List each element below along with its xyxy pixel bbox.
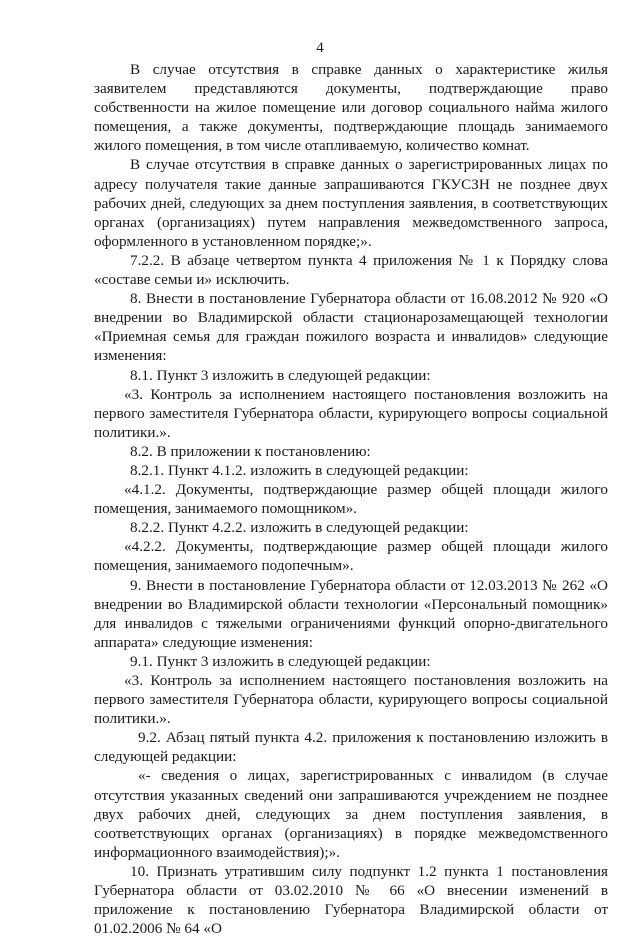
page-number: 4 — [316, 40, 324, 56]
paragraph-7-2-2: 7.2.2. В абзаце четвертом пункта 4 приложения № 1 к Порядку слова «составе семьи и» исключить. — [94, 251, 608, 289]
paragraph-8-2: 8.2. В приложении к постановлению: — [130, 442, 371, 460]
paragraph-4-1-2-text: «4.1.2. Документы, подтверждающие размер общей площади жилого помещения, занимаемого помощником». — [94, 481, 608, 518]
paragraph-9-2-text: «- сведения о лицах, зарегистрированных с инвалидом (в случае отсутствия указанных сведений они запрашиваются учреждением не позднее двух рабочих дней, следующих за днем поступления заявления, в соответствующих органах (организациях) в порядке межведомственного информационного взаимодействия);». — [94, 767, 608, 861]
paragraph-9: 9. Внести в постановление Губернатора области от 12.03.2013 № 262 «О внедрении во Владимирской области технологии «Персональный помощник» для инвалидов с тяжелыми ограничениями функций опорно-двигательного аппарата» следующие изменения: — [94, 576, 608, 651]
paragraph-9-1: 9.1. Пункт 3 изложить в следующей редакции: — [130, 652, 431, 670]
paragraph-8-1-text: «3. Контроль за исполнением настоящего постановления возложить на первого заместителя Губернатора области, курирующего вопросы социальной политики.». — [94, 385, 608, 441]
paragraph-8-2-2: 8.2.2. Пункт 4.2.2. изложить в следующей редакции: — [130, 519, 469, 537]
paragraph-4-2-2-text: «4.2.2. Документы, подтверждающие размер общей площади жилого помещения, занимаемого подопечным». — [94, 538, 608, 575]
paragraph-registered-persons: В случае отсутствия в справке данных о зарегистрированных лицах по адресу получателя такие данные запрашиваются ГКУСЗН не позднее двух рабочих дней, следующих за днем поступления заявления, в соответствующих органах (организациях) путем направления межведомственного запроса, оформленного в установленном порядке;». — [94, 156, 608, 250]
paragraph-8-2-1: 8.2.1. Пункт 4.1.2. изложить в следующей редакции: — [130, 461, 469, 479]
paragraph-10: 10. Признать утратившим силу подпункт 1.2 пункта 1 постановления Губернатора области от 03.02.2010 № 66 «О внесении изменений в приложение к постановлению Губернатора Владимирской области от 01.02.2006 № 64 «О — [94, 862, 608, 938]
paragraph-housing-docs: В случае отсутствия в справке данных о характеристике жилья заявителем представляются документы, подтверждающие право собственности на жилое помещение или договор социального найма жилого помещения, а также документы, подтверждающие площадь занимаемого жилого помещения, в том числе отапливаемую, количество комнат. — [94, 61, 608, 155]
paragraph-9-1-text: «3. Контроль за исполнением настоящего постановления возложить на первого заместителя Губернатора области, курирующего вопросы социальной политики.». — [94, 672, 608, 728]
document-body — [94, 60, 608, 938]
paragraph-9-2: 9.2. Абзац пятый пункта 4.2. приложения к постановлению изложить в следующей редакции: — [94, 729, 608, 766]
paragraph-8-1: 8.1. Пункт 3 изложить в следующей редакции: — [130, 366, 431, 384]
paragraph-8: 8. Внести в постановление Губернатора области от 16.08.2012 № 920 «О внедрении во Владимирской области стационарозамещающей технологии «Приемная семья для граждан пожилого возраста и инвалидов» следующие изменения: — [94, 290, 608, 365]
